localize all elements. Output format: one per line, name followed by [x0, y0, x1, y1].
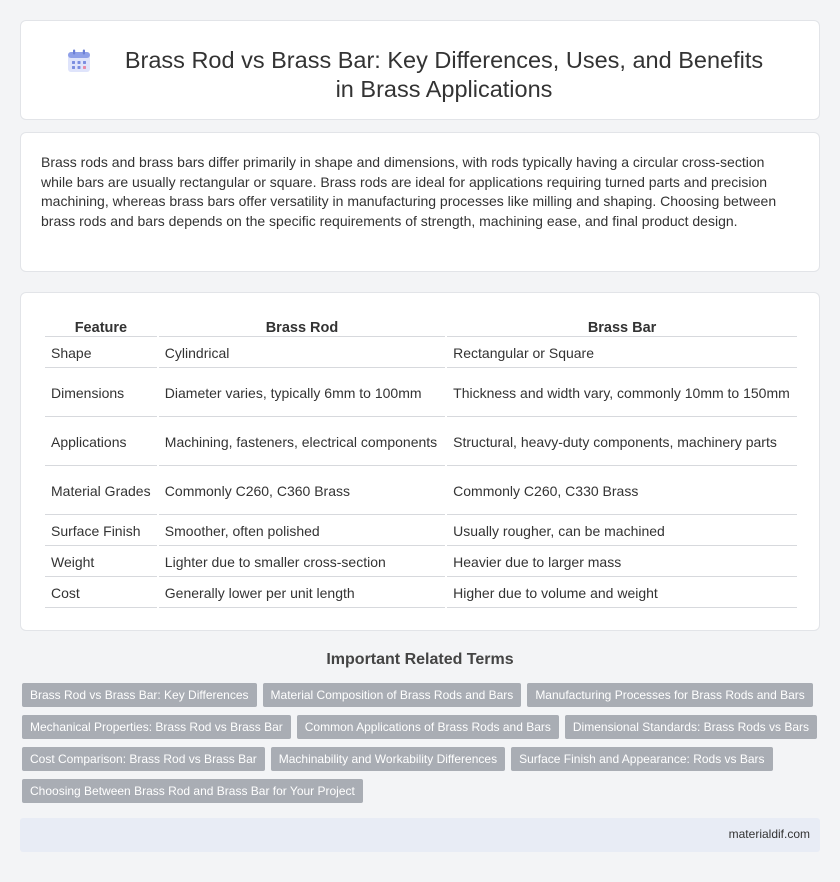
intro-paragraph: Brass rods and brass bars differ primarily in shape and dimensions, with rods typically having a circular cross-section while bars are usually rectangular or square. Brass rods are ideal for applications requiring turned parts and precision machining, whereas brass bars offer versatility in manufacturing processes like milling and shaping. Choosing between brass rods and bars depends on the specific requirements of strength, machining ease, and final product design. — [41, 154, 777, 229]
intro-card — [20, 132, 820, 272]
cell-rod: Machining, fasteners, electrical components — [159, 419, 445, 466]
cell-feature: Weight — [45, 548, 157, 577]
header-feature: Feature — [45, 317, 157, 337]
cell-rod: Cylindrical — [159, 339, 445, 368]
cell-feature: Applications — [45, 419, 157, 466]
cell-feature: Dimensions — [45, 370, 157, 417]
related-terms-title: Important Related Terms — [326, 651, 514, 668]
cell-bar: Heavier due to larger mass — [447, 548, 797, 577]
cell-feature: Cost — [45, 579, 157, 608]
cell-rod: Generally lower per unit length — [159, 579, 445, 608]
related-terms-list — [22, 683, 822, 803]
table-row — [45, 468, 797, 515]
table-row — [45, 370, 797, 417]
related-term-tag[interactable]: Cost Comparison: Brass Rod vs Brass Bar — [22, 747, 265, 771]
related-term-tag[interactable]: Brass Rod vs Brass Bar: Key Differences — [22, 683, 257, 707]
cell-bar: Structural, heavy-duty components, machinery parts — [447, 419, 797, 466]
cell-bar: Commonly C260, C330 Brass — [447, 468, 797, 515]
cell-bar: Rectangular or Square — [447, 339, 797, 368]
footer-bar — [20, 818, 820, 852]
table-row — [45, 579, 797, 608]
related-term-tag[interactable]: Machinability and Workability Differences — [271, 747, 505, 771]
cell-rod: Smoother, often polished — [159, 517, 445, 546]
cell-bar: Usually rougher, can be machined — [447, 517, 797, 546]
table-row — [45, 517, 797, 546]
cell-bar: Higher due to volume and weight — [447, 579, 797, 608]
footer-site-link[interactable]: materialdif.com — [728, 827, 810, 841]
cell-rod: Diameter varies, typically 6mm to 100mm — [159, 370, 445, 417]
table-row — [45, 339, 797, 368]
cell-bar: Thickness and width vary, commonly 10mm to 150mm — [447, 370, 797, 417]
page-title: Brass Rod vs Brass Bar: Key Differences, Uses, and Benefits in Brass Applications — [124, 47, 764, 102]
table-header-row — [45, 317, 797, 337]
title-wrap — [21, 21, 819, 104]
cell-rod: Lighter due to smaller cross-section — [159, 548, 445, 577]
table-row — [45, 419, 797, 466]
related-term-tag[interactable]: Mechanical Properties: Brass Rod vs Brass Bar — [22, 715, 291, 739]
comparison-card — [20, 292, 820, 631]
calendar-grid-icon — [66, 48, 92, 74]
comparison-table — [43, 315, 799, 610]
title-card — [20, 20, 820, 120]
cell-feature: Surface Finish — [45, 517, 157, 546]
header-brass-bar: Brass Bar — [447, 317, 797, 337]
related-term-tag[interactable]: Manufacturing Processes for Brass Rods and Bars — [527, 683, 812, 707]
table-row — [45, 548, 797, 577]
cell-feature: Material Grades — [45, 468, 157, 515]
cell-rod: Commonly C260, C360 Brass — [159, 468, 445, 515]
cell-feature: Shape — [45, 339, 157, 368]
related-term-tag[interactable]: Common Applications of Brass Rods and Bars — [297, 715, 559, 739]
related-term-tag[interactable]: Choosing Between Brass Rod and Brass Bar for Your Project — [22, 779, 363, 803]
related-term-tag[interactable]: Surface Finish and Appearance: Rods vs Bars — [511, 747, 772, 771]
related-term-tag[interactable]: Material Composition of Brass Rods and Bars — [263, 683, 522, 707]
header-brass-rod: Brass Rod — [159, 317, 445, 337]
related-term-tag[interactable]: Dimensional Standards: Brass Rods vs Bars — [565, 715, 817, 739]
